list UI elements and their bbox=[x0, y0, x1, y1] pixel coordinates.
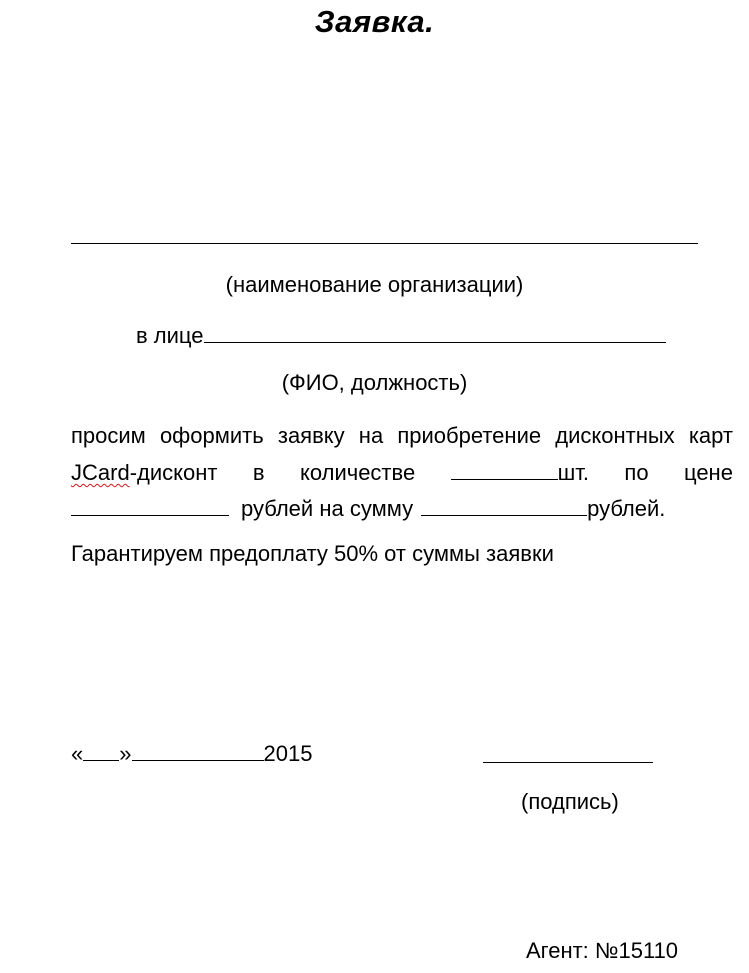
guarantee-text: Гарантируем предоплату 50% от суммы заявки bbox=[71, 541, 554, 566]
signature-line bbox=[483, 762, 653, 763]
quantity-line bbox=[451, 459, 558, 480]
brand-suffix: -дисконт bbox=[129, 460, 218, 485]
word-price: цене bbox=[683, 460, 733, 485]
request-line-1: просим оформить заявку на приобретение дисконтных карт bbox=[71, 423, 733, 448]
close-quote: » bbox=[119, 741, 132, 766]
quantity-group bbox=[451, 459, 589, 486]
brand-name: JCard bbox=[71, 460, 130, 485]
month-line bbox=[132, 740, 264, 761]
total-sum-line bbox=[421, 495, 587, 516]
signature-caption: (подпись) bbox=[521, 789, 619, 814]
rubles-end-label: рублей. bbox=[587, 496, 666, 521]
day-line bbox=[83, 740, 119, 761]
year: 2015 bbox=[263, 741, 313, 766]
card-brand bbox=[71, 460, 217, 486]
word-quantity: количестве bbox=[299, 460, 416, 485]
person-name-line bbox=[204, 322, 666, 343]
open-quote: « bbox=[71, 741, 84, 766]
request-line-3 bbox=[71, 495, 665, 522]
agent-number: Агент: №15110 bbox=[526, 938, 679, 963]
word-in: в bbox=[252, 460, 265, 485]
document-title: Заявка. bbox=[314, 4, 435, 39]
rubles-for-sum-label: рублей на сумму bbox=[241, 496, 414, 521]
request-line-2 bbox=[71, 459, 733, 486]
person-caption: (ФИО, должность) bbox=[281, 370, 468, 395]
word-by: по bbox=[624, 460, 649, 485]
organization-caption: (наименование организации) bbox=[225, 272, 524, 297]
in-person-label: в лице bbox=[136, 323, 204, 348]
in-person-row bbox=[136, 322, 666, 349]
unit-label: шт. bbox=[557, 460, 589, 485]
date-row bbox=[71, 740, 312, 767]
price-line bbox=[71, 495, 229, 516]
organization-name-line bbox=[71, 243, 698, 244]
